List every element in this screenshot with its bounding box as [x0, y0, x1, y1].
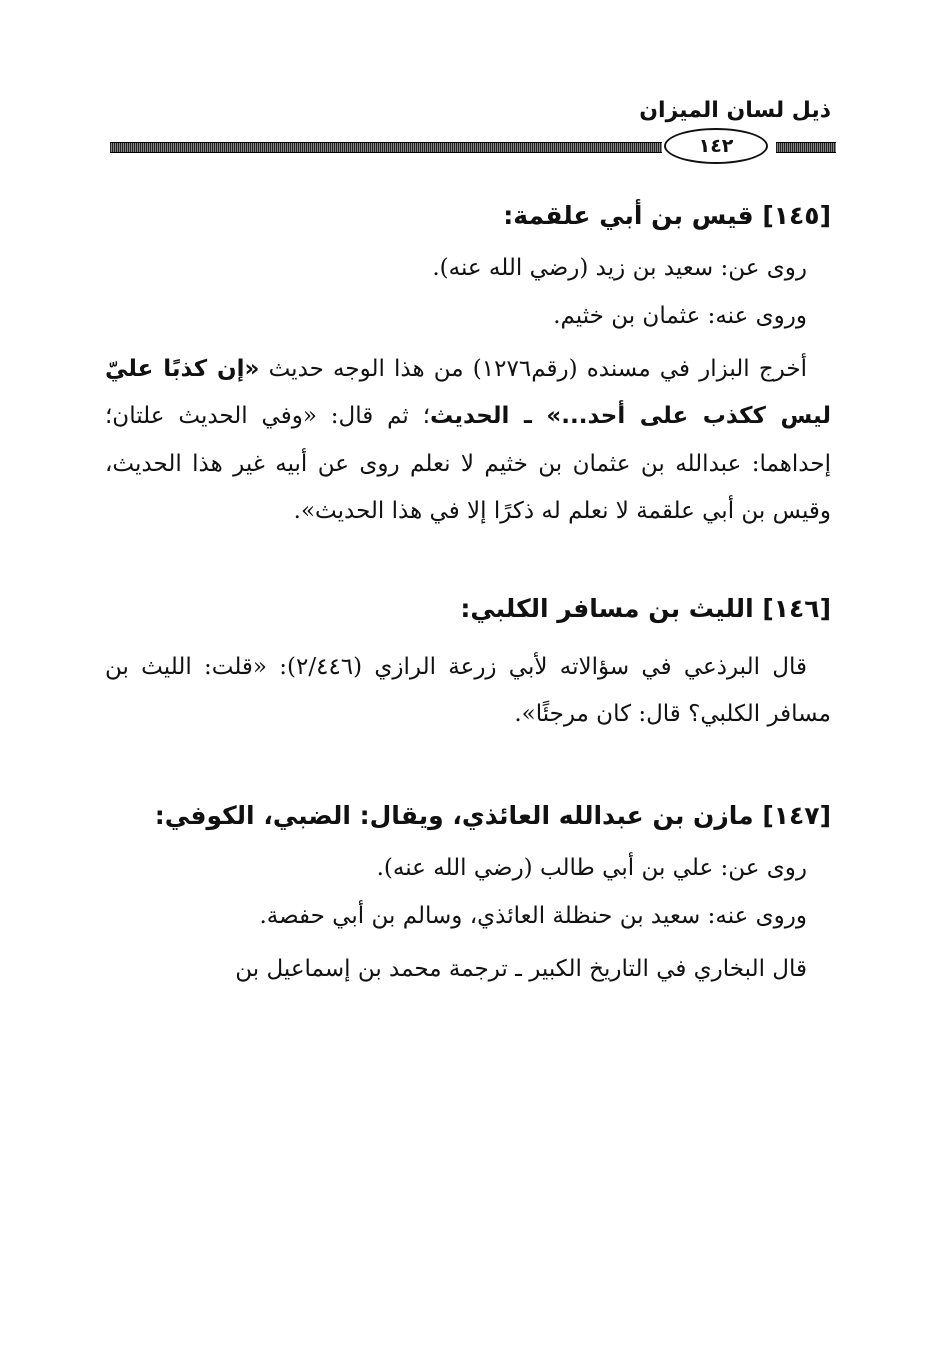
page-number: ١٤٢ [698, 135, 734, 157]
entry-146 [105, 591, 831, 738]
entry-paragraph: قال البرذعي في سؤالاته لأبي زرعة الرازي (٢/٤٤٦): «قلت: الليث بن مسافر الكلبي؟ قال: كان مرجئًا». [105, 653, 831, 727]
narrated-by-line: وروى عنه: سعيد بن حنظلة العائذي، وسالم بن أبي حفصة. [259, 902, 807, 929]
running-title: ذيل لسان الميزان [639, 98, 831, 123]
entry-title: [١٤٦] الليث بن مسافر الكلبي: [460, 593, 831, 623]
narrated-from-line: روى عن: علي بن أبي طالب (رضي الله عنه). [376, 855, 807, 882]
entry-spacer [105, 738, 831, 798]
paragraph-rest: ؛ ثم قال: «وفي الحديث علتان؛ إحداهما: عبدالله بن عثمان بن خثيم لا نعلم روى عن أبيه غير هذا الحديث، وقيس بن أبي علقمة لا نعلم له ذكرًا إلا في هذا الحديث». [105, 403, 831, 524]
entry-spacer [105, 535, 831, 591]
paragraph-intro: أخرج البزار في مسنده (رقم١٢٧٦) من هذا الوجه حديث [259, 356, 807, 383]
entry-title: [١٤٧] مازن بن عبدالله العائذي، ويقال: الضبي، الكوفي: [154, 801, 831, 831]
hadith-quote: «إن كذبًا عليّ ليس ككذب على أحد...» ـ الحديث [105, 356, 832, 430]
entry-145 [105, 198, 831, 535]
entry-title: [١٤٥] قيس بن أبي علقمة: [503, 201, 831, 230]
entry-paragraph: قال البخاري في التاريخ الكبير ـ ترجمة محمد بن إسماعيل بن [235, 956, 807, 983]
page-number-badge [664, 128, 768, 164]
narrated-from-line: روى عن: سعيد بن زيد (رضي الله عنه). [432, 255, 807, 281]
page-content [105, 198, 831, 994]
header-rule-left [776, 142, 836, 153]
entry-147 [105, 798, 831, 993]
entry-paragraph [105, 346, 831, 535]
header-rule-right [110, 142, 662, 153]
narrated-by-line: وروى عنه: عثمان بن خثيم. [553, 302, 807, 329]
